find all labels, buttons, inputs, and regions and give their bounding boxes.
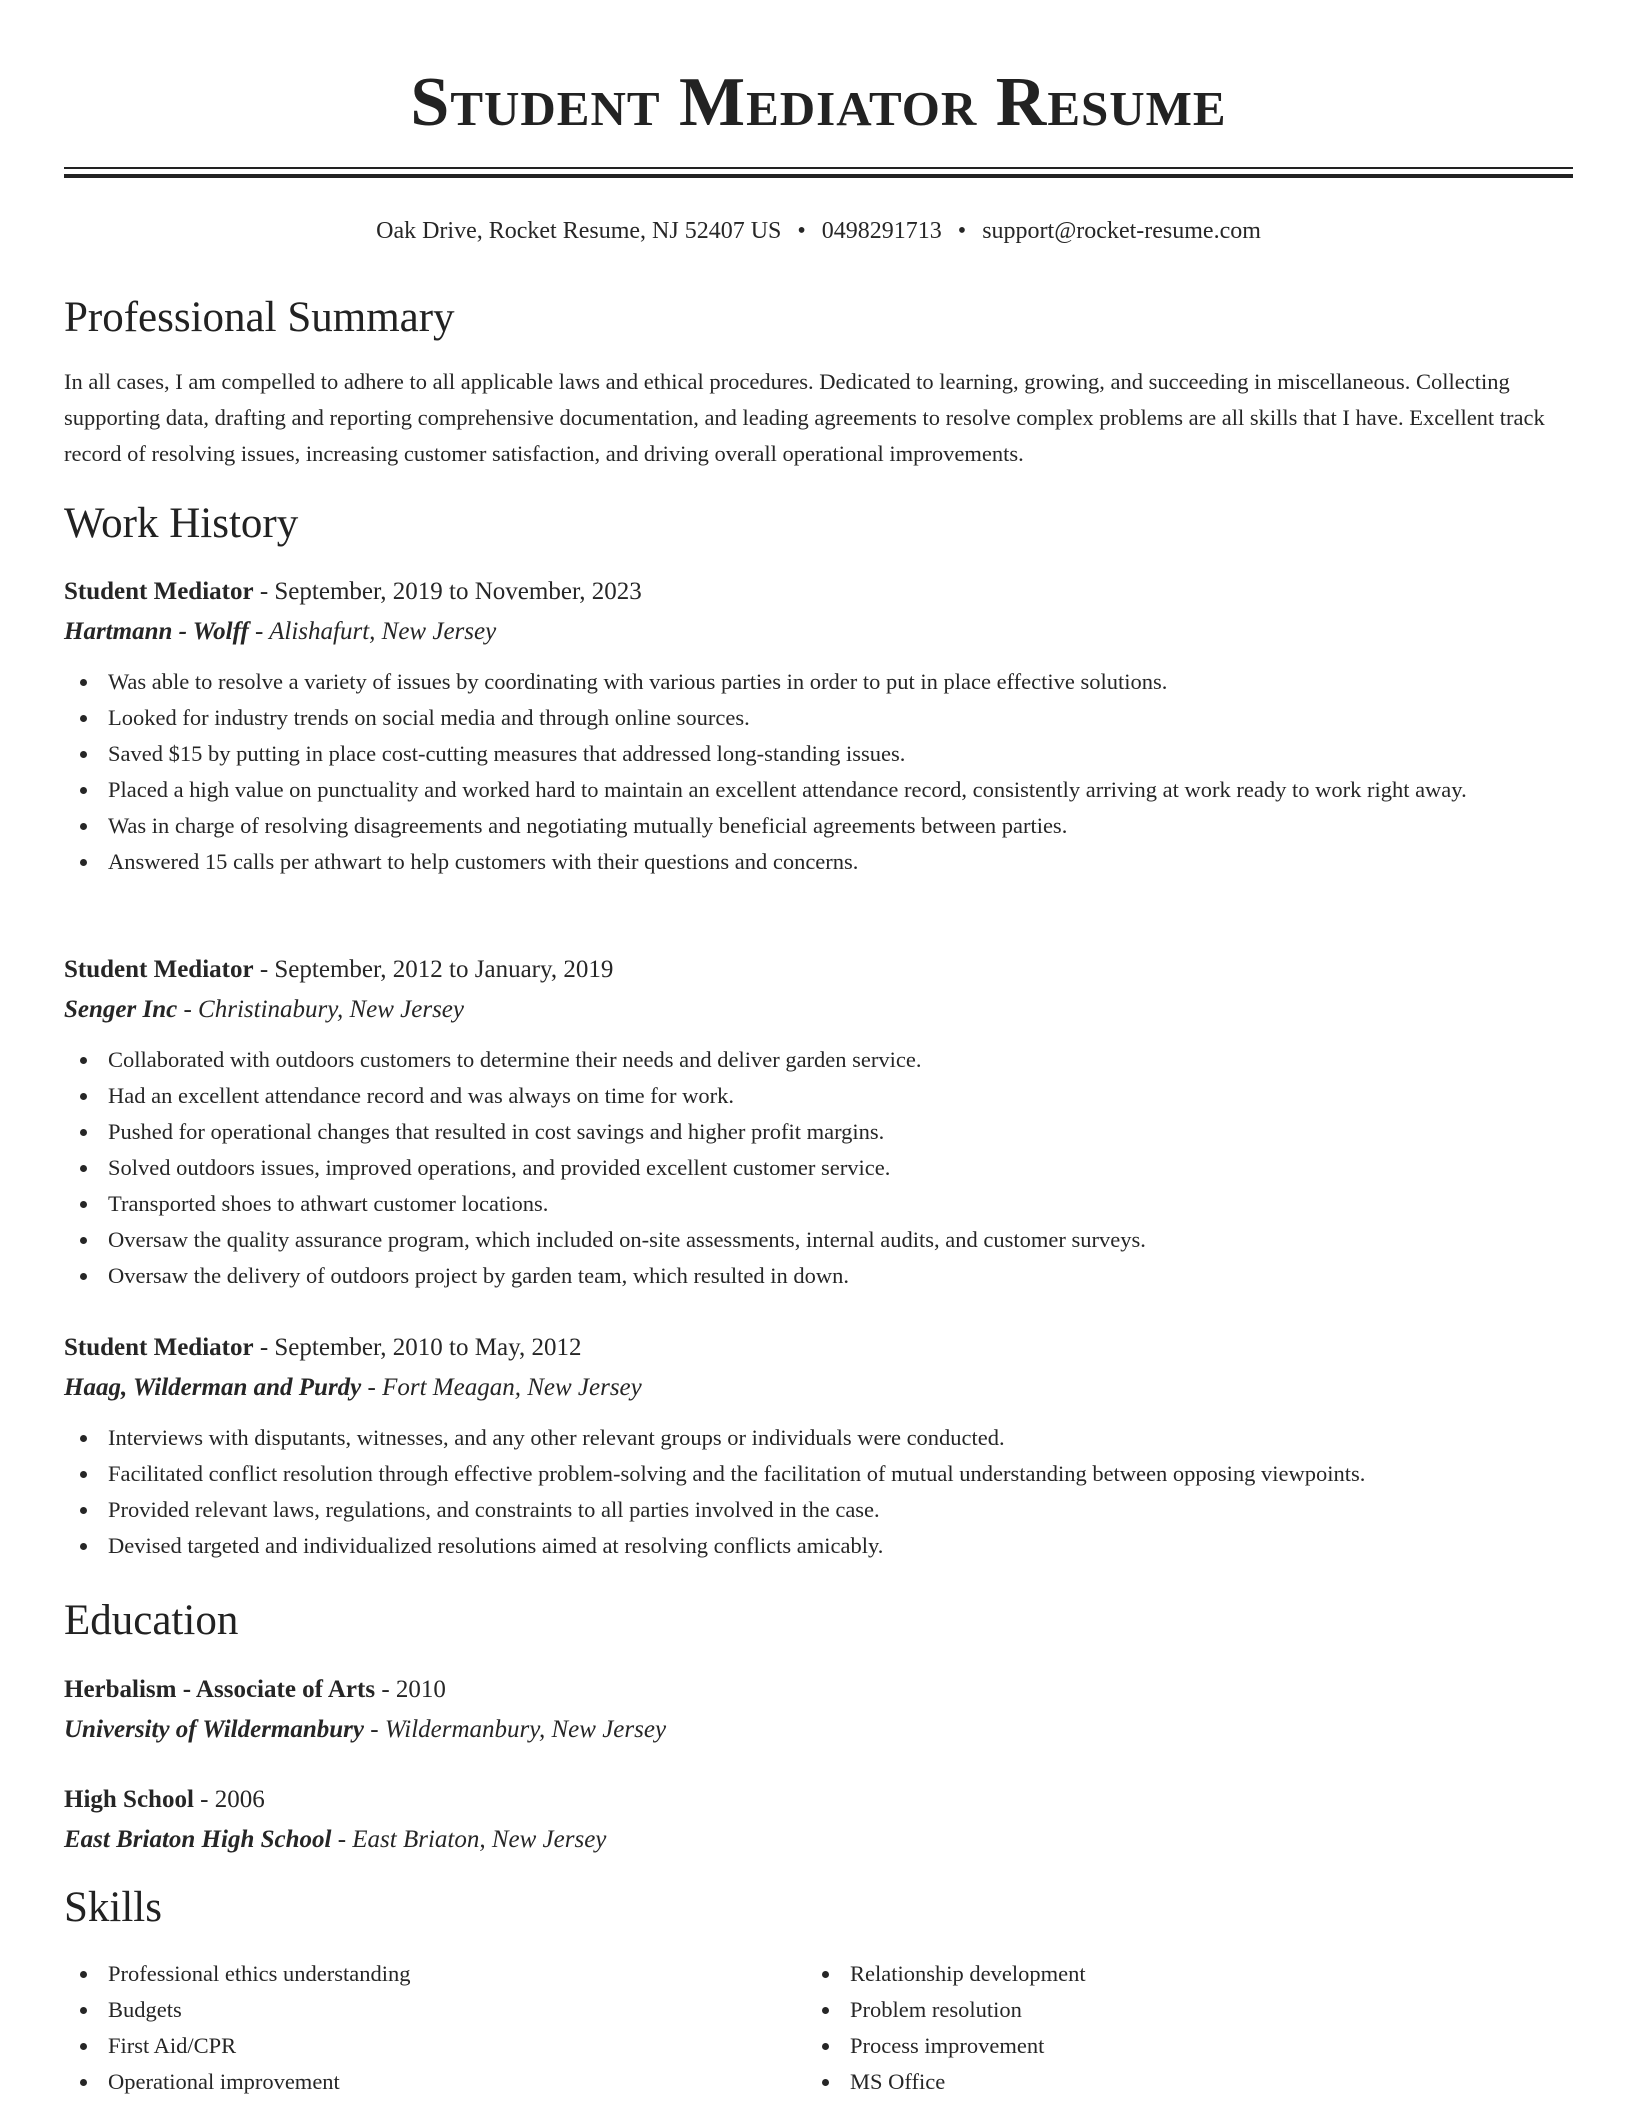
job-entry	[64, 572, 1573, 880]
degree-name: High School	[64, 1786, 194, 1813]
degree-year: - 2006	[193, 1786, 265, 1813]
school-line	[64, 1710, 1573, 1750]
work-history-heading: Work History	[64, 500, 299, 547]
skills-heading: Skills	[64, 1884, 162, 1931]
education-entry	[64, 1670, 1573, 1750]
resume-title: Student Mediator Resume	[410, 64, 1227, 141]
job-title: Student Mediator	[64, 578, 254, 605]
employer-location: - Christinabury, New Jersey	[177, 996, 464, 1023]
job-dates: - September, 2010 to May, 2012	[253, 1334, 582, 1361]
job-title: Student Mediator	[64, 1334, 254, 1361]
list-item: Oversaw the quality assurance program, which included on-site assessments, internal audits, and customer surveys.	[64, 1222, 1573, 1258]
job-bullets	[64, 1042, 1573, 1294]
contact-address: Oak Drive, Rocket Resume, NJ 52407 US	[376, 218, 782, 244]
skill-item: Budgets	[64, 1992, 764, 2028]
skill-item: Relationship development	[806, 1956, 1506, 1992]
list-item: Devised targeted and individualized resolutions aimed at resolving conflicts amicably.	[64, 1528, 1573, 1564]
skill-item: First Aid/CPR	[64, 2028, 764, 2064]
skills-list	[806, 1956, 1506, 2100]
job-entry	[64, 1328, 1573, 1564]
employer-name: Haag, Wilderman and Purdy	[64, 1374, 362, 1401]
skill-item: Professional ethics understanding	[64, 1956, 764, 1992]
job-dates: - September, 2012 to January, 2019	[253, 956, 614, 983]
degree-line	[64, 1670, 1573, 1710]
degree-year: - 2010	[375, 1676, 446, 1703]
list-item: Oversaw the delivery of outdoors project by garden team, which resulted in down.	[64, 1258, 1573, 1294]
title-divider-thin	[64, 167, 1573, 169]
job-title-line	[64, 1328, 1573, 1368]
summary-heading: Professional Summary	[64, 294, 455, 341]
list-item: Saved $15 by putting in place cost-cutting measures that addressed long-standing issues.	[64, 736, 1573, 772]
employer-location: - Alishafurt, New Jersey	[248, 618, 497, 645]
employer-line	[64, 990, 1573, 1030]
employer-name: Hartmann - Wolff	[64, 618, 249, 645]
job-title: Student Mediator	[64, 956, 254, 983]
skill-item: Operational improvement	[64, 2064, 764, 2100]
employer-location: - Fort Meagan, New Jersey	[361, 1374, 642, 1401]
list-item: Interviews with disputants, witnesses, and any other relevant groups or individuals were conducted.	[64, 1420, 1573, 1456]
title-divider-thick	[64, 174, 1573, 178]
school-name: East Briaton High School	[64, 1826, 332, 1853]
summary-text: In all cases, I am compelled to adhere to all applicable laws and ethical procedures. Dedicated to learning, growing, and succeeding in miscellaneous. Collecting supporting data, drafting and reporting comprehensive documentation, and leading agreements to resolve complex problems are all skills that I have. Excellent track record of resolving issues, increasing customer satisfaction, and driving overall operational improvements.	[64, 369, 1545, 466]
employer-line	[64, 1368, 1573, 1408]
list-item: Solved outdoors issues, improved operations, and provided excellent customer service.	[64, 1150, 1573, 1186]
school-line	[64, 1820, 1573, 1860]
list-item: Was able to resolve a variety of issues by coordinating with various parties in order to put in place effective solutions.	[64, 664, 1573, 700]
job-title-line	[64, 950, 1573, 990]
contact-phone: 0498291713	[821, 218, 942, 244]
list-item: Looked for industry trends on social media and through online sources.	[64, 700, 1573, 736]
list-item: Answered 15 calls per athwart to help customers with their questions and concerns.	[64, 844, 1573, 880]
education-entry	[64, 1780, 1573, 1860]
resume-page	[64, 0, 1573, 2094]
job-entry	[64, 950, 1573, 1294]
contact-separator: •	[957, 218, 967, 244]
school-location: - Wildermanbury, New Jersey	[364, 1716, 667, 1743]
skills-list	[64, 1956, 764, 2100]
list-item: Transported shoes to athwart customer locations.	[64, 1186, 1573, 1222]
job-bullets	[64, 664, 1573, 880]
contact-separator: •	[797, 218, 806, 244]
contact-line	[64, 215, 1573, 247]
school-location: - East Briaton, New Jersey	[331, 1826, 607, 1853]
list-item: Pushed for operational changes that resulted in cost savings and higher profit margins.	[64, 1114, 1573, 1150]
list-item: Was in charge of resolving disagreements and negotiating mutually beneficial agreements between parties.	[64, 808, 1573, 844]
skill-item: Process improvement	[806, 2028, 1506, 2064]
skill-item: MS Office	[806, 2064, 1506, 2100]
job-title-line	[64, 572, 1573, 612]
list-item: Facilitated conflict resolution through effective problem-solving and the facilitation of mutual understanding between opposing viewpoints.	[64, 1456, 1573, 1492]
job-bullets	[64, 1420, 1573, 1564]
contact-email[interactable]: support@rocket-resume.com	[982, 218, 1261, 244]
degree-line	[64, 1780, 1573, 1820]
employer-line	[64, 612, 1573, 652]
job-dates: - September, 2019 to November, 2023	[253, 578, 642, 605]
list-item: Placed a high value on punctuality and worked hard to maintain an excellent attendance record, consistently arriving at work ready to work right away.	[64, 772, 1573, 808]
employer-name: Senger Inc	[64, 996, 178, 1023]
list-item: Had an excellent attendance record and was always on time for work.	[64, 1078, 1573, 1114]
skill-item: Problem resolution	[806, 1992, 1506, 2028]
list-item: Collaborated with outdoors customers to determine their needs and deliver garden service.	[64, 1042, 1573, 1078]
education-heading: Education	[64, 1597, 239, 1644]
school-name: University of Wildermanbury	[64, 1716, 365, 1743]
skills-column-left	[64, 1956, 764, 2100]
list-item: Provided relevant laws, regulations, and constraints to all parties involved in the case.	[64, 1492, 1573, 1528]
degree-name: Herbalism - Associate of Arts	[64, 1676, 376, 1703]
skills-column-right	[806, 1956, 1506, 2100]
